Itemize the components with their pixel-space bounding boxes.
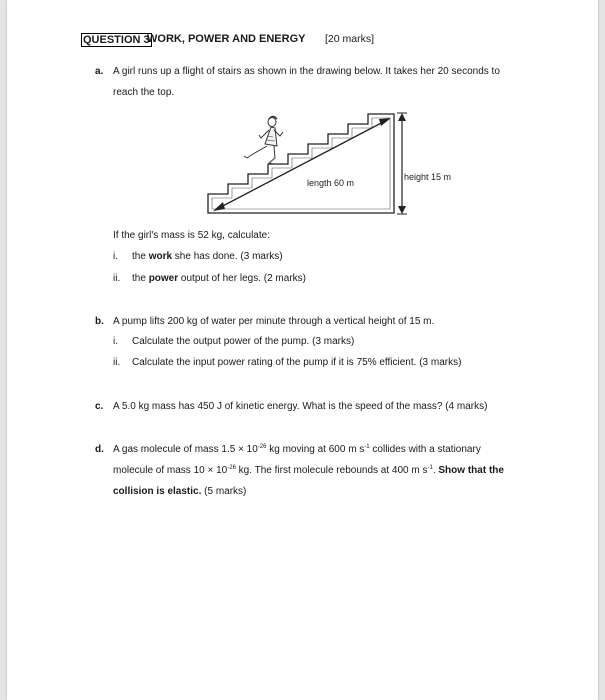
part-c-label: c. bbox=[95, 401, 104, 412]
length-arrow bbox=[217, 120, 387, 209]
part-c-text: A 5.0 kg mass has 450 J of kinetic energy. What is the speed of the mass? (4 marks) bbox=[113, 401, 488, 412]
question-marks: [20 marks] bbox=[325, 33, 375, 45]
staircase-figure bbox=[203, 110, 473, 222]
part-d-line1: A gas molecule of mass $1.5 \times 10^{-26}$ kg moving at 600 m $s^{-1}$ collides with a stationary bbox=[113, 444, 481, 455]
part-b-text: A pump lifts 200 kg of water per minute through a vertical height of 15 m. bbox=[113, 316, 435, 327]
length-arrowhead-bottom bbox=[213, 202, 225, 211]
part-a-text-line2: reach the top. bbox=[113, 87, 175, 98]
girl-runner-icon bbox=[244, 117, 283, 165]
part-a-text-line1: A girl runs up a flight of stairs as shown in the drawing below. It takes her 20 seconds to bbox=[113, 66, 500, 77]
part-b-item-2: Calculate the input power rating of the pump if it is 75% efficient. (3 marks) bbox=[132, 357, 462, 368]
document-page bbox=[7, 0, 598, 700]
question-title: WORK, POWER AND ENERGY bbox=[147, 33, 306, 45]
part-d-label: d. bbox=[95, 444, 104, 455]
part-a-label: a. bbox=[95, 66, 104, 77]
part-b-label: b. bbox=[95, 316, 104, 327]
part-d-line3: collision is elastic. (5 marks) bbox=[113, 486, 247, 497]
part-b-item-1: Calculate the output power of the pump. (3 marks) bbox=[132, 336, 355, 347]
staircase-outline bbox=[208, 114, 394, 213]
part-a-item-1: the work she has done. (3 marks) bbox=[132, 251, 283, 262]
part-a-item-2-num: ii. bbox=[113, 273, 121, 284]
length-label: length 60 m bbox=[307, 178, 355, 188]
height-arrowhead-bottom bbox=[398, 206, 406, 214]
length-arrowhead-top bbox=[379, 118, 391, 126]
part-d-line2: molecule of mass $10 \times 10^{-26}$ kg. The first molecule rebounds at 400 m $s^{-1}$. Show that the bbox=[113, 465, 504, 476]
question-number-badge: QUESTION 3 bbox=[83, 34, 150, 46]
height-label: height 15 m bbox=[404, 172, 452, 182]
height-arrowhead-top bbox=[398, 113, 406, 121]
part-a-item-1-num: i. bbox=[113, 251, 118, 262]
part-a-prompt: If the girl's mass is 52 kg, calculate: bbox=[113, 230, 270, 241]
part-b-item-2-num: ii. bbox=[113, 357, 121, 368]
part-b-item-1-num: i. bbox=[113, 336, 118, 347]
part-a-item-2: the power output of her legs. (2 marks) bbox=[132, 273, 306, 284]
